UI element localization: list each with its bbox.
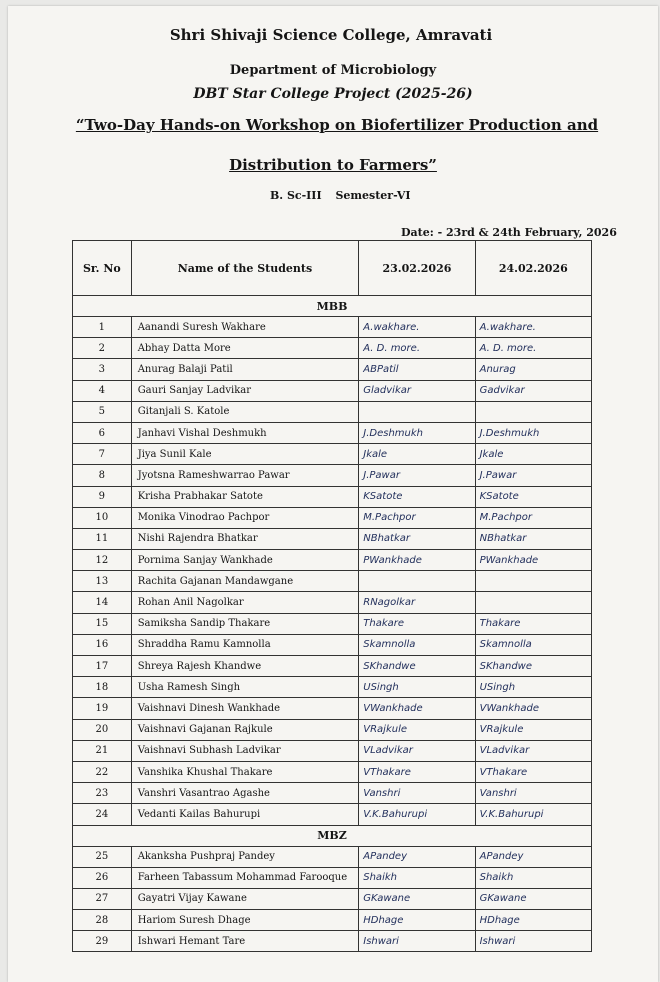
class-label: B. Sc-III (270, 189, 322, 202)
signature-day1: VRajkule (359, 719, 475, 740)
serial-number: 25 (73, 846, 132, 867)
signature-day2: VRajkule (475, 719, 591, 740)
signature-day1 (359, 401, 475, 422)
table-row (73, 931, 592, 952)
serial-number: 18 (73, 677, 132, 698)
signature-day2: PWankhade (475, 550, 591, 571)
student-name: Jiya Sunil Kale (131, 444, 359, 465)
signature-day1: M.Pachpor (359, 507, 475, 528)
signature-day2: VLadvikar (475, 740, 591, 761)
serial-number: 20 (73, 719, 132, 740)
signature-day1: GKawane (359, 888, 475, 909)
table-row (73, 338, 592, 359)
document-page (8, 6, 658, 982)
attendance-table (72, 240, 592, 952)
table-row (73, 740, 592, 761)
signature-day2 (475, 592, 591, 613)
student-name: Samiksha Sandip Thakare (131, 613, 359, 634)
signature-day1: Gladvikar (359, 380, 475, 401)
serial-number: 2 (73, 338, 132, 359)
serial-number: 14 (73, 592, 132, 613)
signature-day1: Vanshri (359, 783, 475, 804)
student-name: Gauri Sanjay Ladvikar (131, 380, 359, 401)
student-name: Gayatri Vijay Kawane (131, 888, 359, 909)
serial-number: 11 (73, 528, 132, 549)
signature-day1: Ishwari (359, 931, 475, 952)
signature-day2: A.wakhare. (475, 317, 591, 338)
signature-day2: GKawane (475, 888, 591, 909)
student-name: Nishi Rajendra Bhatkar (131, 528, 359, 549)
signature-day1: Skamnolla (359, 634, 475, 655)
student-name: Janhavi Vishal Deshmukh (131, 422, 359, 443)
table-row (73, 444, 592, 465)
signature-day1: VThakare (359, 761, 475, 782)
student-name: Monika Vinodrao Pachpor (131, 507, 359, 528)
signature-day2: Anurag (475, 359, 591, 380)
signature-day2: Thakare (475, 613, 591, 634)
student-name: Anurag Balaji Patil (131, 359, 359, 380)
semester-label: Semester-VI (335, 189, 411, 202)
serial-number: 4 (73, 380, 132, 401)
col-student-name: Name of the Students (131, 241, 359, 296)
table-row (73, 867, 592, 888)
serial-number: 28 (73, 910, 132, 931)
signature-day1: Thakare (359, 613, 475, 634)
signature-day1: Jkale (359, 444, 475, 465)
signature-day1: PWankhade (359, 550, 475, 571)
serial-number: 5 (73, 401, 132, 422)
serial-number: 3 (73, 359, 132, 380)
serial-number: 23 (73, 783, 132, 804)
signature-day2 (475, 401, 591, 422)
signature-day1: J.Pawar (359, 465, 475, 486)
table-row (73, 401, 592, 422)
signature-day2: HDhage (475, 910, 591, 931)
department-name: Department of Microbiology (229, 63, 437, 78)
signature-day2: Gadvikar (475, 380, 591, 401)
table-row (73, 422, 592, 443)
student-name: Jyotsna Rameshwarrao Pawar (131, 465, 359, 486)
table-header-row (73, 241, 592, 296)
serial-number: 24 (73, 804, 132, 825)
signature-day2 (475, 571, 591, 592)
signature-day1: V.K.Bahurupi (359, 804, 475, 825)
signature-day2: Skamnolla (475, 634, 591, 655)
table-row (73, 613, 592, 634)
table-row (73, 677, 592, 698)
table-row (73, 783, 592, 804)
student-name: Ishwari Hemant Tare (131, 931, 359, 952)
workshop-title-line2: Distribution to Farmers” (229, 156, 437, 174)
table-row (73, 592, 592, 613)
serial-number: 15 (73, 613, 132, 634)
serial-number: 16 (73, 634, 132, 655)
serial-number: 8 (73, 465, 132, 486)
student-name: Shreya Rajesh Khandwe (131, 656, 359, 677)
table-row (73, 465, 592, 486)
student-name: Gitanjali S. Katole (131, 401, 359, 422)
table-row (73, 761, 592, 782)
table-row (73, 528, 592, 549)
table-row (73, 550, 592, 571)
signature-day2: Ishwari (475, 931, 591, 952)
table-row (73, 507, 592, 528)
signature-day2: KSatote (475, 486, 591, 507)
signature-day1: RNagolkar (359, 592, 475, 613)
signature-day1: ABPatil (359, 359, 475, 380)
student-name: Rachita Gajanan Mandawgane (131, 571, 359, 592)
student-name: Rohan Anil Nagolkar (131, 592, 359, 613)
student-name: Farheen Tabassum Mohammad Farooque (131, 867, 359, 888)
table-row (73, 910, 592, 931)
serial-number: 13 (73, 571, 132, 592)
signature-day1: USingh (359, 677, 475, 698)
serial-number: 26 (73, 867, 132, 888)
serial-number: 10 (73, 507, 132, 528)
student-name: Akanksha Pushpraj Pandey (131, 846, 359, 867)
student-name: Pornima Sanjay Wankhade (131, 550, 359, 571)
project-title: DBT Star College Project (2025-26) (193, 86, 473, 102)
signature-day2: APandey (475, 846, 591, 867)
col-date-1: 23.02.2026 (359, 241, 475, 296)
serial-number: 22 (73, 761, 132, 782)
serial-number: 7 (73, 444, 132, 465)
table-row (73, 719, 592, 740)
student-name: Vedanti Kailas Bahurupi (131, 804, 359, 825)
serial-number: 6 (73, 422, 132, 443)
table-row (73, 846, 592, 867)
student-name: Abhay Datta More (131, 338, 359, 359)
student-name: Vaishnavi Gajanan Rajkule (131, 719, 359, 740)
group-row (73, 825, 592, 846)
table-row (73, 380, 592, 401)
signature-day2: M.Pachpor (475, 507, 591, 528)
student-name: Vaishnavi Subhash Ladvikar (131, 740, 359, 761)
workshop-date: Date: - 23rd & 24th February, 2026 (401, 226, 617, 239)
table-row (73, 698, 592, 719)
serial-number: 19 (73, 698, 132, 719)
signature-day1: NBhatkar (359, 528, 475, 549)
table-row (73, 888, 592, 909)
group-label: MBB (73, 296, 592, 317)
table-row (73, 656, 592, 677)
group-row (73, 296, 592, 317)
workshop-title-line1: “Two-Day Hands-on Workshop on Biofertilizer Production and (75, 116, 599, 134)
serial-number: 29 (73, 931, 132, 952)
student-name: Hariom Suresh Dhage (131, 910, 359, 931)
attendance-body (73, 296, 592, 952)
signature-day2: SKhandwe (475, 656, 591, 677)
signature-day1: SKhandwe (359, 656, 475, 677)
signature-day2: A. D. more. (475, 338, 591, 359)
table-row (73, 486, 592, 507)
signature-day2: USingh (475, 677, 591, 698)
col-date-2: 24.02.2026 (475, 241, 591, 296)
signature-day1: VLadvikar (359, 740, 475, 761)
signature-day1: A. D. more. (359, 338, 475, 359)
class-semester (270, 189, 421, 202)
serial-number: 12 (73, 550, 132, 571)
serial-number: 17 (73, 656, 132, 677)
student-name: Usha Ramesh Singh (131, 677, 359, 698)
serial-number: 9 (73, 486, 132, 507)
signature-day1 (359, 571, 475, 592)
signature-day2: Shaikh (475, 867, 591, 888)
table-row (73, 634, 592, 655)
signature-day1: J.Deshmukh (359, 422, 475, 443)
student-name: Vanshri Vasantrao Agashe (131, 783, 359, 804)
student-name: Vaishnavi Dinesh Wankhade (131, 698, 359, 719)
serial-number: 1 (73, 317, 132, 338)
signature-day2: Jkale (475, 444, 591, 465)
student-name: Krisha Prabhakar Satote (131, 486, 359, 507)
signature-day2: J.Deshmukh (475, 422, 591, 443)
table-row (73, 804, 592, 825)
signature-day2: J.Pawar (475, 465, 591, 486)
signature-day1: KSatote (359, 486, 475, 507)
signature-day1: HDhage (359, 910, 475, 931)
student-name: Aanandi Suresh Wakhare (131, 317, 359, 338)
signature-day2: NBhatkar (475, 528, 591, 549)
serial-number: 21 (73, 740, 132, 761)
signature-day2: V.K.Bahurupi (475, 804, 591, 825)
signature-day1: Shaikh (359, 867, 475, 888)
serial-number: 27 (73, 888, 132, 909)
table-row (73, 317, 592, 338)
signature-day2: Vanshri (475, 783, 591, 804)
table-row (73, 571, 592, 592)
student-name: Vanshika Khushal Thakare (131, 761, 359, 782)
college-name: Shri Shivaji Science College, Amravati (169, 26, 493, 44)
signature-day2: VWankhade (475, 698, 591, 719)
signature-day1: A.wakhare. (359, 317, 475, 338)
signature-day2: VThakare (475, 761, 591, 782)
signature-day1: APandey (359, 846, 475, 867)
table-row (73, 359, 592, 380)
group-label: MBZ (73, 825, 592, 846)
student-name: Shraddha Ramu Kamnolla (131, 634, 359, 655)
col-sr-no: Sr. No (73, 241, 132, 296)
signature-day1: VWankhade (359, 698, 475, 719)
